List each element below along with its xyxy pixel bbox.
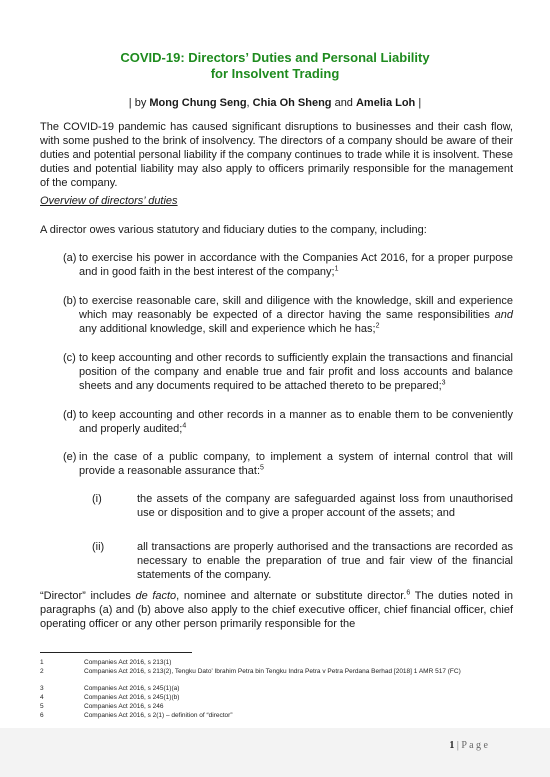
section-heading: Overview of directors’ duties [40,195,178,207]
footnote-number: 1 [40,659,44,666]
footnote-text: Companies Act 2016, s 246 [84,703,164,710]
closing-text: The duties noted in paragraphs (a) and (b) above also apply to the chief executive officer, chief financial officer, chief operating officer or any other person primarily responsible for the [40,590,514,630]
item-label: (c) [63,352,76,364]
duty-item-b [63,294,513,336]
duty-item-a [63,251,513,279]
duty-item-c [63,351,513,393]
closing-paragraph [40,589,513,631]
byline-suffix: | [415,97,422,109]
author-name: Amelia Loh [355,97,416,109]
footnote-ref: 3 [441,379,446,387]
footnote-number: 3 [40,685,44,692]
footnote-divider [40,652,192,653]
author-name: Chia Oh Sheng [252,97,332,109]
footnote-number: 4 [40,694,44,701]
duty-subitem-ii [92,540,513,582]
byline-prefix: | by [128,97,150,109]
author-byline [0,96,550,110]
footnote-number: 6 [40,712,44,719]
intro-paragraph: The COVID-19 pandemic has caused significant disruptions to businesses and their cash flow, with some pushed to the brink of insolvency. The directors of a company should be aware of their duties and potential personal liability if the company continues to trade while it is insolvent. These duties and potential liability may also apply to officers primarily responsible for the management of the company. [40,121,513,189]
item-label: (a) [63,252,77,264]
duty-item-d [63,408,513,436]
closing-emphasis: de facto [135,590,177,602]
footnote [40,703,513,711]
footnote-number: 2 [40,668,44,675]
footnote-text: Companies Act 2016, s 213(1) [84,659,172,666]
page-footer [0,728,550,777]
footnote-text: Companies Act 2016, s 245(1)(b) [84,694,180,701]
item-text-emphasis: and [494,309,513,321]
byline-separator: , [246,97,253,109]
item-text: any additional knowledge, skill and experience which he has; [79,323,376,335]
page-number [449,740,488,751]
title-line-2: for Insolvent Trading [210,66,340,81]
footnote [40,712,513,720]
closing-text: “Director” includes [40,590,136,602]
footnote-ref: 6 [406,589,411,597]
byline-separator: and [331,97,356,109]
item-text: to keep accounting and other records to sufficiently explain the transactions and financial position of the company and enable true and fair profit and loss accounts and balance sheets and any documents required to be attached thereto to be prepared; [79,352,513,392]
footnote [40,685,513,693]
lead-paragraph: A director owes various statutory and fiduciary duties to the company, including: [40,224,427,236]
footnote [40,668,513,676]
closing-text: , nominee and alternate or substitute director. [176,590,407,602]
footnote [40,659,513,667]
duty-subitem-i [92,492,513,520]
document-title [0,50,550,82]
subitem-text: the assets of the company are safeguarded against loss from unauthorised use or disposition and to give a proper account of the assets; and [137,493,513,519]
footnote-number: 5 [40,703,44,710]
page-number-value: 1 [449,740,455,751]
item-text: to keep accounting and other records in a manner as to enable them to be conveniently and properly audited; [79,409,513,435]
subitem-label: (ii) [92,541,105,553]
author-name: Mong Chung Seng [149,97,247,109]
subitem-text: all transactions are properly authorised and the transactions are recorded as necessary to enable the preparation of true and fair view of the financial statements of the company. [137,541,513,581]
page-label: P a g e [461,740,488,751]
footnote-text: Companies Act 2016, s 245(1)(a) [84,685,180,692]
subitem-label: (i) [92,493,102,505]
item-text: to exercise reasonable care, skill and diligence with the knowledge, skill and experience which may reasonably be expected of a director having the same responsibilities [79,295,513,321]
page-number-separator: | [454,740,462,751]
footnote-ref: 5 [260,464,264,472]
footnote [40,694,513,702]
footnote-text: Companies Act 2016, s 213(2), Tengku Dato’ Ibrahim Petra bin Tengku Indra Petra v Petra Perdana Berhad [2018] 1 AMR 517 (FC) [84,668,461,675]
footnote-ref: 4 [182,422,187,430]
item-label: (b) [63,295,77,307]
footnote-ref: 2 [375,322,380,330]
footnote-ref: 1 [334,265,339,273]
item-label: (d) [63,409,77,421]
duty-item-e [63,450,513,478]
item-text: to exercise his power in accordance with the Companies Act 2016, for a proper purpose and in good faith in the best interest of the company; [79,252,513,278]
item-text: in the case of a public company, to implement a system of internal control that will provide a reasonable assurance that: [79,451,513,477]
footnote-text: Companies Act 2016, s 2(1) – definition of “director” [84,712,233,719]
item-label: (e) [63,451,77,463]
title-line-1: COVID-19: Directors’ Duties and Personal Liability [120,50,430,65]
